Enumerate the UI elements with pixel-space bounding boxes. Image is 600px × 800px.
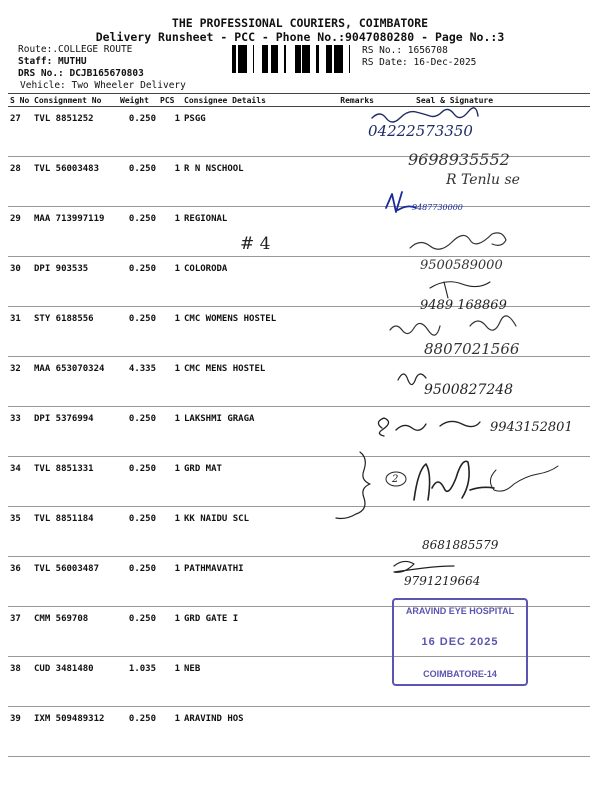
- barcode: [232, 45, 356, 73]
- cell-consignee: KK NAIDU SCL: [182, 507, 336, 557]
- header-signature: Seal & Signature: [376, 94, 590, 107]
- handwritten-phone: 9489 168869: [420, 298, 507, 313]
- cell-weight: 0.250: [118, 157, 158, 207]
- hospital-stamp: [392, 598, 528, 686]
- cell-consignee: CMC MENS HOSTEL: [182, 357, 336, 407]
- stamp-city: COIMBATORE-14: [423, 669, 497, 679]
- handwritten-phone: 9487730000: [412, 203, 463, 212]
- cell-sno: 27: [8, 107, 32, 157]
- barcode-bar: [331, 45, 332, 73]
- cell-sno: 31: [8, 307, 32, 357]
- barcode-bar: [274, 45, 277, 73]
- route-label: Route:.COLLEGE ROUTE: [18, 44, 133, 55]
- barcode-bar: [349, 45, 350, 73]
- cell-signature: [376, 457, 590, 507]
- barcode-bar: [302, 45, 304, 73]
- cell-consignment-no: CMM 569708: [32, 607, 118, 657]
- barcode-bar: [253, 45, 254, 73]
- cell-sno: 32: [8, 357, 32, 407]
- cell-consignment-no: MAA 653070324: [32, 357, 118, 407]
- table-row: [8, 207, 590, 257]
- cell-consignment-no: DPI 903535: [32, 257, 118, 307]
- cell-consignee: ARAVIND HOS: [182, 707, 336, 757]
- handwritten-phone: 9500827248: [424, 382, 514, 398]
- barcode-bar: [265, 45, 266, 73]
- cell-consignment-no: DPI 5376994: [32, 407, 118, 457]
- cell-sno: 30: [8, 257, 32, 307]
- cell-consignee: GRD GATE I: [182, 607, 336, 657]
- rs-date-label: RS Date: 16-Dec-2025: [362, 57, 477, 68]
- cell-sno: 33: [8, 407, 32, 457]
- cell-weight: 0.250: [118, 607, 158, 657]
- cell-pcs: 1: [158, 557, 182, 607]
- cell-consignee: REGIONAL: [182, 207, 336, 257]
- barcode-bar: [266, 45, 268, 73]
- cell-consignment-no: MAA 713997119: [32, 207, 118, 257]
- barcode-bar: [307, 45, 308, 73]
- cell-remarks: [336, 207, 376, 257]
- cell-weight: 0.250: [118, 207, 158, 257]
- cell-pcs: 1: [158, 207, 182, 257]
- stamp-date: 16 DEC 2025: [421, 636, 499, 648]
- header-sno: S No: [8, 94, 32, 107]
- cell-pcs: 1: [158, 507, 182, 557]
- handwritten-note: # 4: [240, 234, 271, 254]
- cell-weight: 0.250: [118, 407, 158, 457]
- header-pcs: PCS: [158, 94, 182, 107]
- vehicle-label: Vehicle: Two Wheeler Delivery: [20, 80, 186, 91]
- cell-pcs: 1: [158, 607, 182, 657]
- barcode-bar: [277, 45, 278, 73]
- barcode-bar: [235, 45, 236, 73]
- cell-weight: 0.250: [118, 507, 158, 557]
- cell-consignment-no: CUD 3481480: [32, 657, 118, 707]
- cell-consignment-no: TVL 8851252: [32, 107, 118, 157]
- cell-weight: 0.250: [118, 707, 158, 757]
- cell-sno: 37: [8, 607, 32, 657]
- header-weight: Weight: [118, 94, 158, 107]
- table-row: [8, 507, 590, 557]
- table-row: [8, 107, 590, 157]
- cell-sno: 36: [8, 557, 32, 607]
- cell-pcs: 1: [158, 357, 182, 407]
- barcode-bar: [284, 45, 286, 73]
- cell-signature: [376, 207, 590, 257]
- cell-remarks: [336, 607, 376, 657]
- cell-remarks: [336, 257, 376, 307]
- barcode-bar: [304, 45, 307, 73]
- handwritten-phone: 8681885579: [422, 538, 499, 552]
- cell-consignee: COLORODA: [182, 257, 336, 307]
- cell-consignee: GRD MAT: [182, 457, 336, 507]
- barcode-bar: [296, 45, 298, 73]
- barcode-bar: [326, 45, 328, 73]
- cell-pcs: 1: [158, 657, 182, 707]
- cell-signature: [376, 707, 590, 757]
- cell-weight: 0.250: [118, 557, 158, 607]
- cell-remarks: [336, 557, 376, 607]
- cell-pcs: 1: [158, 407, 182, 457]
- cell-weight: 1.035: [118, 657, 158, 707]
- handwritten-phone: 9791219664: [404, 574, 481, 588]
- cell-consignee: CMC WOMENS HOSTEL: [182, 307, 336, 357]
- cell-consignee: PSGG: [182, 107, 336, 157]
- cell-weight: 0.250: [118, 457, 158, 507]
- barcode-bar: [262, 45, 265, 73]
- cell-consignment-no: TVL 56003487: [32, 557, 118, 607]
- handwritten-mark: 2: [392, 474, 399, 485]
- header-consignee: Consignee Details: [182, 94, 336, 107]
- stamp-hospital-name: ARAVIND EYE HOSPITAL: [405, 606, 515, 616]
- cell-pcs: 1: [158, 257, 182, 307]
- cell-consignment-no: IXM 509489312: [32, 707, 118, 757]
- barcode-bar: [340, 45, 343, 73]
- handwritten-phone: 9500589000: [420, 258, 503, 273]
- barcode-bar: [244, 45, 247, 73]
- cell-pcs: 1: [158, 307, 182, 357]
- cell-sno: 39: [8, 707, 32, 757]
- cell-remarks: [336, 407, 376, 457]
- table-row: [8, 707, 590, 757]
- handwritten-phone: 8807021566: [424, 340, 520, 358]
- cell-sno: 35: [8, 507, 32, 557]
- cell-consignee: R N NSCHOOL: [182, 157, 336, 207]
- cell-consignment-no: STY 6188556: [32, 307, 118, 357]
- cell-weight: 0.250: [118, 307, 158, 357]
- barcode-bar: [338, 45, 340, 73]
- cell-remarks: [336, 707, 376, 757]
- barcode-bar: [328, 45, 331, 73]
- cell-consignee: LAKSHMI GRAGA: [182, 407, 336, 457]
- barcode-bar: [337, 45, 338, 73]
- barcode-bar: [316, 45, 319, 73]
- barcode-bar: [242, 45, 244, 73]
- cell-sno: 28: [8, 157, 32, 207]
- cell-consignee: NEB: [182, 657, 336, 707]
- barcode-bar: [334, 45, 337, 73]
- cell-remarks: [336, 657, 376, 707]
- cell-remarks: [336, 307, 376, 357]
- cell-consignment-no: TVL 56003483: [32, 157, 118, 207]
- barcode-bar: [298, 45, 301, 73]
- handwritten-phone: 9943152801: [490, 420, 573, 435]
- cell-remarks: [336, 507, 376, 557]
- cell-weight: 0.250: [118, 257, 158, 307]
- handwritten-phone: 04222573350: [368, 122, 473, 140]
- table-header-row: [8, 94, 590, 107]
- cell-pcs: 1: [158, 457, 182, 507]
- cell-pcs: 1: [158, 107, 182, 157]
- staff-label: Staff: MUTHU: [18, 56, 87, 67]
- cell-consignment-no: TVL 8851331: [32, 457, 118, 507]
- barcode-bar: [272, 45, 274, 73]
- cell-remarks: [336, 457, 376, 507]
- cell-weight: 0.250: [118, 107, 158, 157]
- barcode-bar: [308, 45, 310, 73]
- cell-sno: 29: [8, 207, 32, 257]
- handwritten-phone: 9698935552: [408, 150, 510, 169]
- handwritten-name: R Tenlu se: [446, 172, 520, 188]
- cell-consignee: PATHMAVATHI: [182, 557, 336, 607]
- cell-weight: 4.335: [118, 357, 158, 407]
- cell-sno: 34: [8, 457, 32, 507]
- header-remarks: Remarks: [336, 94, 376, 107]
- cell-sno: 38: [8, 657, 32, 707]
- company-title: THE PROFESSIONAL COURIERS, COIMBATORE: [171, 16, 429, 30]
- cell-pcs: 1: [158, 157, 182, 207]
- barcode-bar: [295, 45, 296, 73]
- drs-label: DRS No.: DCJB165670803: [18, 68, 144, 79]
- cell-remarks: [336, 357, 376, 407]
- table-row: [8, 457, 590, 507]
- header-consignment: Consignment No: [32, 94, 118, 107]
- barcode-bar: [241, 45, 242, 73]
- barcode-bar: [271, 45, 272, 73]
- barcode-bar: [238, 45, 241, 73]
- cell-remarks: [336, 157, 376, 207]
- barcode-bar: [232, 45, 235, 73]
- rs-no-label: RS No.: 1656708: [362, 45, 448, 56]
- runsheet-subtitle: Delivery Runsheet - PCC - Phone No.:9047080280 - Page No.:3: [95, 30, 505, 44]
- cell-consignment-no: TVL 8851184: [32, 507, 118, 557]
- cell-pcs: 1: [158, 707, 182, 757]
